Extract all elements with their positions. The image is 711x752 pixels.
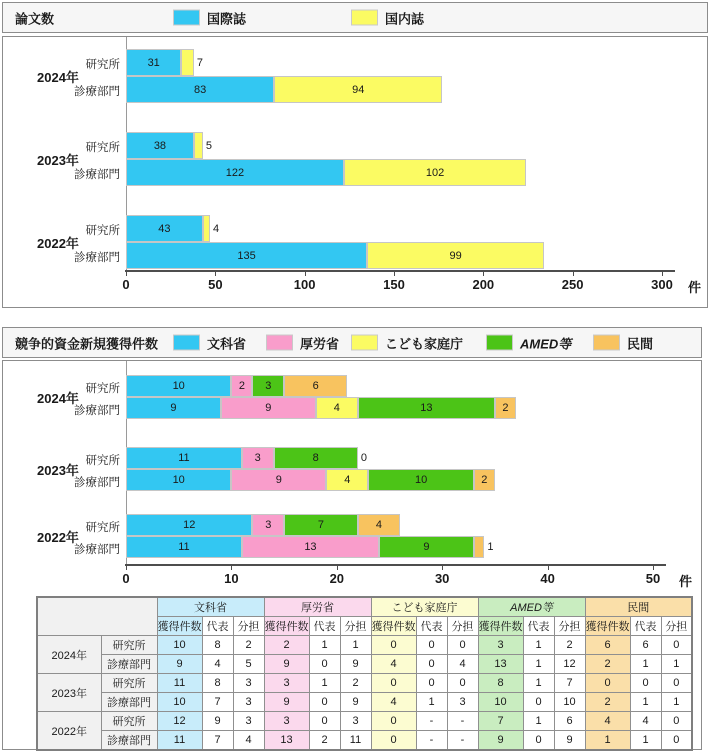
x-tick-mark — [573, 272, 574, 276]
x-tick-mark — [126, 566, 127, 570]
table-cell: - — [416, 712, 447, 731]
funding-panel-header — [2, 327, 702, 358]
bar-segment — [126, 536, 242, 558]
sub-column-header: 代表 — [309, 617, 340, 636]
bar-segment — [126, 514, 252, 536]
bar-segment — [242, 536, 379, 558]
sub-column-header: 分担 — [233, 617, 264, 636]
table-cell: 12 — [157, 712, 202, 731]
table-cell: 1 — [416, 693, 447, 712]
bar-value-label: 13 — [420, 402, 433, 414]
category-label: 診療部門 — [74, 476, 120, 489]
table-cell: 9 — [202, 712, 233, 731]
sub-column-header: 分担 — [661, 617, 692, 636]
legend-item — [173, 333, 246, 352]
bar-value-label: 6 — [312, 380, 319, 392]
bar-value-label: 8 — [312, 452, 319, 464]
table-cell: 0 — [447, 636, 478, 655]
x-tick-mark — [394, 272, 395, 276]
bar-segment — [221, 397, 316, 419]
x-axis-line — [125, 564, 666, 566]
table-cell: 1 — [309, 636, 340, 655]
sub-column-header: 獲得件数 — [157, 617, 202, 636]
sub-column-header: 獲得件数 — [264, 617, 309, 636]
table-cell: 8 — [202, 674, 233, 693]
table-corner-cell — [37, 597, 157, 636]
bar-segment — [126, 132, 194, 159]
sub-column-header: 獲得件数 — [478, 617, 523, 636]
table-cell: 4 — [371, 693, 416, 712]
x-tick-mark — [337, 566, 338, 570]
sub-column-header: 代表 — [523, 617, 554, 636]
column-group-header: 文科省 — [157, 597, 264, 617]
legend-label: 厚労省 — [300, 336, 340, 351]
table-cell: 0 — [309, 693, 340, 712]
table-cell: 0 — [661, 731, 692, 751]
bar-segment — [358, 514, 400, 536]
bar-segment — [126, 76, 274, 103]
x-tick-mark — [662, 272, 663, 276]
table-cell: 10 — [157, 636, 202, 655]
bar-value-label: 5 — [205, 139, 212, 152]
x-tick-label: 10 — [224, 571, 239, 586]
table-cell: 2 — [309, 731, 340, 751]
bar-value-label: 3 — [265, 380, 272, 392]
year-label: 2022年 — [37, 236, 79, 251]
table-cell: 0 — [585, 674, 630, 693]
column-group-header: 民間 — [585, 597, 692, 617]
table-row — [37, 693, 692, 712]
table-cell: 0 — [309, 655, 340, 674]
table-cell: 0 — [447, 674, 478, 693]
year-label: 2024年 — [37, 391, 79, 406]
bar-segment — [316, 397, 358, 419]
table-cell: 7 — [554, 674, 585, 693]
bar-segment — [474, 469, 495, 491]
bar-value-label: 0 — [360, 452, 367, 464]
bar-value-label: 31 — [147, 56, 160, 69]
bar-value-label: 9 — [423, 541, 430, 553]
table-cell: 13 — [478, 655, 523, 674]
bar-segment — [252, 375, 284, 397]
bar-segment — [126, 469, 231, 491]
bar-segment — [284, 375, 347, 397]
category-label: 診療部門 — [74, 404, 120, 417]
table-cell: 1 — [340, 636, 371, 655]
sub-column-header: 代表 — [416, 617, 447, 636]
legend-item — [351, 333, 463, 352]
table-cell: 0 — [661, 636, 692, 655]
table-cell: 3 — [233, 712, 264, 731]
bar-segment — [126, 159, 344, 186]
table-cell: 4 — [585, 712, 630, 731]
table-cell: 9 — [340, 655, 371, 674]
funding-table — [36, 596, 693, 751]
table-cell: 1 — [523, 655, 554, 674]
table-cell: 0 — [371, 636, 416, 655]
bar-value-label: 9 — [275, 474, 282, 486]
table-cell: 2 — [233, 636, 264, 655]
bar-segment — [126, 242, 367, 269]
bar-value-label: 1 — [487, 541, 494, 553]
table-cell: 3 — [233, 693, 264, 712]
category-label: 診療部門 — [74, 86, 120, 98]
bar-value-label: 4 — [344, 474, 351, 486]
table-cell: 7 — [478, 712, 523, 731]
x-tick-mark — [305, 272, 306, 276]
row-category-header: 研究所 — [101, 674, 157, 693]
table-cell: 0 — [416, 636, 447, 655]
papers-chart — [2, 36, 708, 308]
legend-item — [486, 333, 571, 352]
table-cell: 4 — [202, 655, 233, 674]
bar-value-label: 7 — [196, 56, 204, 69]
table-cell: 0 — [661, 712, 692, 731]
sub-column-header: 分担 — [447, 617, 478, 636]
bar-value-label: 4 — [212, 222, 220, 235]
column-group-header: こども家庭庁 — [371, 597, 478, 617]
sub-column-header: 獲得件数 — [585, 617, 630, 636]
table-cell: 4 — [233, 731, 264, 751]
table-cell: 0 — [371, 712, 416, 731]
sub-column-header: 代表 — [202, 617, 233, 636]
bar-value-label: 135 — [237, 249, 256, 262]
table-cell: 8 — [202, 636, 233, 655]
legend-swatch-icon — [173, 10, 200, 26]
category-label: 研究所 — [85, 142, 120, 154]
category-label: 診療部門 — [74, 169, 120, 181]
x-tick-label: 50 — [208, 277, 223, 292]
legend-item — [351, 8, 424, 27]
table-cell: 1 — [630, 693, 661, 712]
table-cell: 0 — [416, 674, 447, 693]
bar-value-label: 99 — [449, 249, 462, 262]
x-tick-mark — [231, 566, 232, 570]
sub-column-header: 分担 — [554, 617, 585, 636]
papers-title: 論文数 — [15, 11, 55, 26]
bar-segment — [231, 469, 326, 491]
table-cell: 4 — [371, 655, 416, 674]
bar-value-label: 122 — [225, 166, 245, 179]
bar-value-label: 11 — [178, 452, 190, 464]
table-cell: 2 — [264, 636, 309, 655]
legend-label: 国際誌 — [207, 11, 247, 26]
x-tick-label: 300 — [651, 277, 673, 292]
bar-segment — [326, 469, 368, 491]
x-tick-label: 150 — [383, 277, 405, 292]
table-cell: 9 — [264, 693, 309, 712]
legend-swatch-icon — [351, 335, 378, 351]
table-cell: 2 — [585, 693, 630, 712]
legend-item — [173, 8, 246, 27]
x-tick-mark — [215, 272, 216, 276]
legend-swatch-icon — [173, 335, 200, 351]
bar-segment — [358, 397, 495, 419]
bar-value-label: 43 — [158, 222, 171, 235]
table-row — [37, 674, 692, 693]
legend-label: 民間 — [627, 336, 654, 351]
legend-label: こども家庭庁 — [385, 336, 464, 351]
table-cell: 2 — [340, 674, 371, 693]
table-cell: 0 — [371, 674, 416, 693]
axis-unit-label: 件 — [679, 574, 693, 589]
table-cell: 0 — [416, 655, 447, 674]
table-cell: - — [447, 712, 478, 731]
table-cell: 11 — [157, 731, 202, 751]
table-cell: 0 — [661, 674, 692, 693]
bar-segment — [284, 514, 358, 536]
x-tick-label: 250 — [561, 277, 584, 292]
bar-segment — [126, 215, 203, 242]
category-label: 診療部門 — [74, 252, 120, 264]
table-cell: 4 — [447, 655, 478, 674]
x-axis-line — [125, 270, 675, 272]
x-tick-label: 0 — [122, 571, 130, 586]
bar-segment — [344, 159, 526, 186]
table-cell: 6 — [585, 636, 630, 655]
table-cell: 1 — [630, 731, 661, 751]
table-cell: 3 — [340, 712, 371, 731]
table-cell: 7 — [202, 731, 233, 751]
bar-value-label: 94 — [352, 83, 365, 96]
table-cell: 9 — [264, 655, 309, 674]
bar-value-label: 2 — [238, 380, 245, 392]
bar-segment — [194, 132, 203, 159]
bar-value-label: 2 — [502, 402, 509, 414]
table-cell: 1 — [309, 674, 340, 693]
sub-column-header: 獲得件数 — [371, 617, 416, 636]
bar-segment — [252, 514, 284, 536]
funding-title: 競争的資金新規獲得件数 — [15, 336, 159, 351]
x-tick-mark — [126, 272, 127, 276]
x-tick-label: 40 — [540, 571, 555, 586]
table-row — [37, 712, 692, 731]
bar-segment — [474, 536, 485, 558]
table-cell: 1 — [523, 712, 554, 731]
category-label: 研究所 — [85, 454, 120, 467]
bar-value-label: 13 — [304, 541, 317, 553]
table-cell: 3 — [264, 712, 309, 731]
bar-segment — [203, 215, 210, 242]
table-cell: 1 — [661, 693, 692, 712]
funding-chart-and-table — [2, 360, 702, 750]
x-tick-label: 200 — [472, 277, 495, 292]
table-cell: 0 — [630, 674, 661, 693]
row-category-header: 診療部門 — [101, 693, 157, 712]
legend-swatch-icon — [593, 335, 620, 351]
row-category-header: 診療部門 — [101, 731, 157, 751]
year-label: 2022年 — [37, 530, 79, 545]
table-cell: 5 — [233, 655, 264, 674]
table-cell: 11 — [340, 731, 371, 751]
legend-item — [593, 333, 653, 352]
x-tick-label: 100 — [293, 277, 316, 292]
bar-value-label: 12 — [183, 519, 196, 531]
bar-segment — [126, 375, 231, 397]
bar-segment — [181, 49, 194, 76]
column-group-header: 厚労省 — [264, 597, 371, 617]
year-label: 2023年 — [37, 153, 79, 168]
row-year-header: 2023年 — [37, 674, 101, 712]
table-row — [37, 731, 692, 751]
x-tick-mark — [442, 566, 443, 570]
table-cell: - — [447, 731, 478, 751]
table-cell: - — [416, 731, 447, 751]
table-cell: 3 — [264, 674, 309, 693]
bar-value-label: 9 — [170, 402, 177, 414]
bar-value-label: 10 — [172, 474, 185, 486]
table-cell: 2 — [554, 636, 585, 655]
table-cell: 3 — [478, 636, 523, 655]
table-cell: 13 — [264, 731, 309, 751]
table-cell: 9 — [554, 731, 585, 751]
bar-value-label: 7 — [317, 519, 325, 531]
x-tick-label: 30 — [434, 571, 450, 586]
table-cell: 4 — [630, 712, 661, 731]
legend-swatch-icon — [351, 10, 378, 26]
table-cell: 10 — [554, 693, 585, 712]
row-year-header: 2022年 — [37, 712, 101, 751]
bar-segment — [126, 49, 181, 76]
papers-panel-header — [2, 2, 708, 33]
table-row — [37, 655, 692, 674]
category-label: 研究所 — [85, 225, 120, 237]
axis-unit-label: 件 — [688, 280, 702, 295]
year-label: 2023年 — [37, 463, 79, 478]
table-cell: 9 — [478, 731, 523, 751]
legend-label: 国内誌 — [385, 11, 425, 26]
table-cell: 3 — [233, 674, 264, 693]
table-cell: 1 — [523, 674, 554, 693]
table-cell: 0 — [523, 731, 554, 751]
table-cell: 0 — [523, 693, 554, 712]
year-label: 2024年 — [37, 70, 79, 85]
table-cell: 1 — [661, 655, 692, 674]
category-label: 研究所 — [85, 59, 120, 71]
x-tick-label: 50 — [645, 571, 661, 586]
table-cell: 6 — [630, 636, 661, 655]
bar-segment — [368, 469, 473, 491]
bar-value-label: 83 — [194, 83, 207, 96]
legend-item — [266, 333, 339, 352]
legend-swatch-icon — [486, 335, 513, 351]
table-cell: 0 — [371, 731, 416, 751]
legend-label: AMED等 — [520, 336, 572, 351]
column-group-header: AMED等 — [478, 597, 585, 617]
category-label: 診療部門 — [74, 543, 120, 556]
row-category-header: 研究所 — [101, 636, 157, 655]
bar-segment — [231, 375, 252, 397]
table-cell: 10 — [157, 693, 202, 712]
bar-segment — [126, 447, 242, 469]
bar-value-label: 3 — [254, 452, 261, 464]
bar-value-label: 10 — [414, 474, 428, 486]
table-cell: 1 — [585, 731, 630, 751]
bar-value-label: 11 — [178, 541, 190, 553]
sub-column-header: 代表 — [630, 617, 661, 636]
legend-label: 文科省 — [207, 336, 247, 351]
table-cell: 2 — [585, 655, 630, 674]
bar-segment — [274, 447, 358, 469]
bar-segment — [379, 536, 474, 558]
bar-value-label: 9 — [265, 402, 272, 414]
table-cell: 9 — [340, 693, 371, 712]
row-year-header: 2024年 — [37, 636, 101, 674]
bar-segment — [242, 447, 274, 469]
bar-value-label: 2 — [481, 474, 488, 486]
table-cell: 9 — [157, 655, 202, 674]
bar-segment — [274, 76, 442, 103]
category-label: 研究所 — [85, 521, 120, 534]
bar-value-label: 102 — [425, 166, 445, 179]
table-cell: 6 — [554, 712, 585, 731]
x-tick-mark — [653, 566, 654, 570]
table-cell: 12 — [554, 655, 585, 674]
table-cell: 7 — [202, 693, 233, 712]
row-category-header: 診療部門 — [101, 655, 157, 674]
bar-segment — [367, 242, 544, 269]
row-category-header: 研究所 — [101, 712, 157, 731]
bar-segment — [495, 397, 516, 419]
x-tick-mark — [548, 566, 549, 570]
table-cell: 0 — [309, 712, 340, 731]
bar-value-label: 4 — [375, 519, 383, 531]
sub-column-header: 分担 — [340, 617, 371, 636]
legend-swatch-icon — [266, 335, 293, 351]
x-tick-mark — [483, 272, 484, 276]
bar-value-label: 3 — [265, 519, 272, 531]
x-tick-label: 20 — [329, 571, 345, 586]
table-cell: 11 — [157, 674, 202, 693]
table-cell: 3 — [447, 693, 478, 712]
table-row — [37, 636, 692, 655]
x-tick-label: 0 — [122, 277, 130, 292]
table-cell: 10 — [478, 693, 523, 712]
bar-segment — [126, 397, 221, 419]
table-cell: 1 — [523, 636, 554, 655]
table-cell: 8 — [478, 674, 523, 693]
bar-value-label: 10 — [172, 380, 185, 392]
category-label: 研究所 — [85, 382, 120, 395]
table-cell: 1 — [630, 655, 661, 674]
bar-value-label: 4 — [333, 402, 340, 414]
bar-value-label: 38 — [153, 139, 167, 152]
